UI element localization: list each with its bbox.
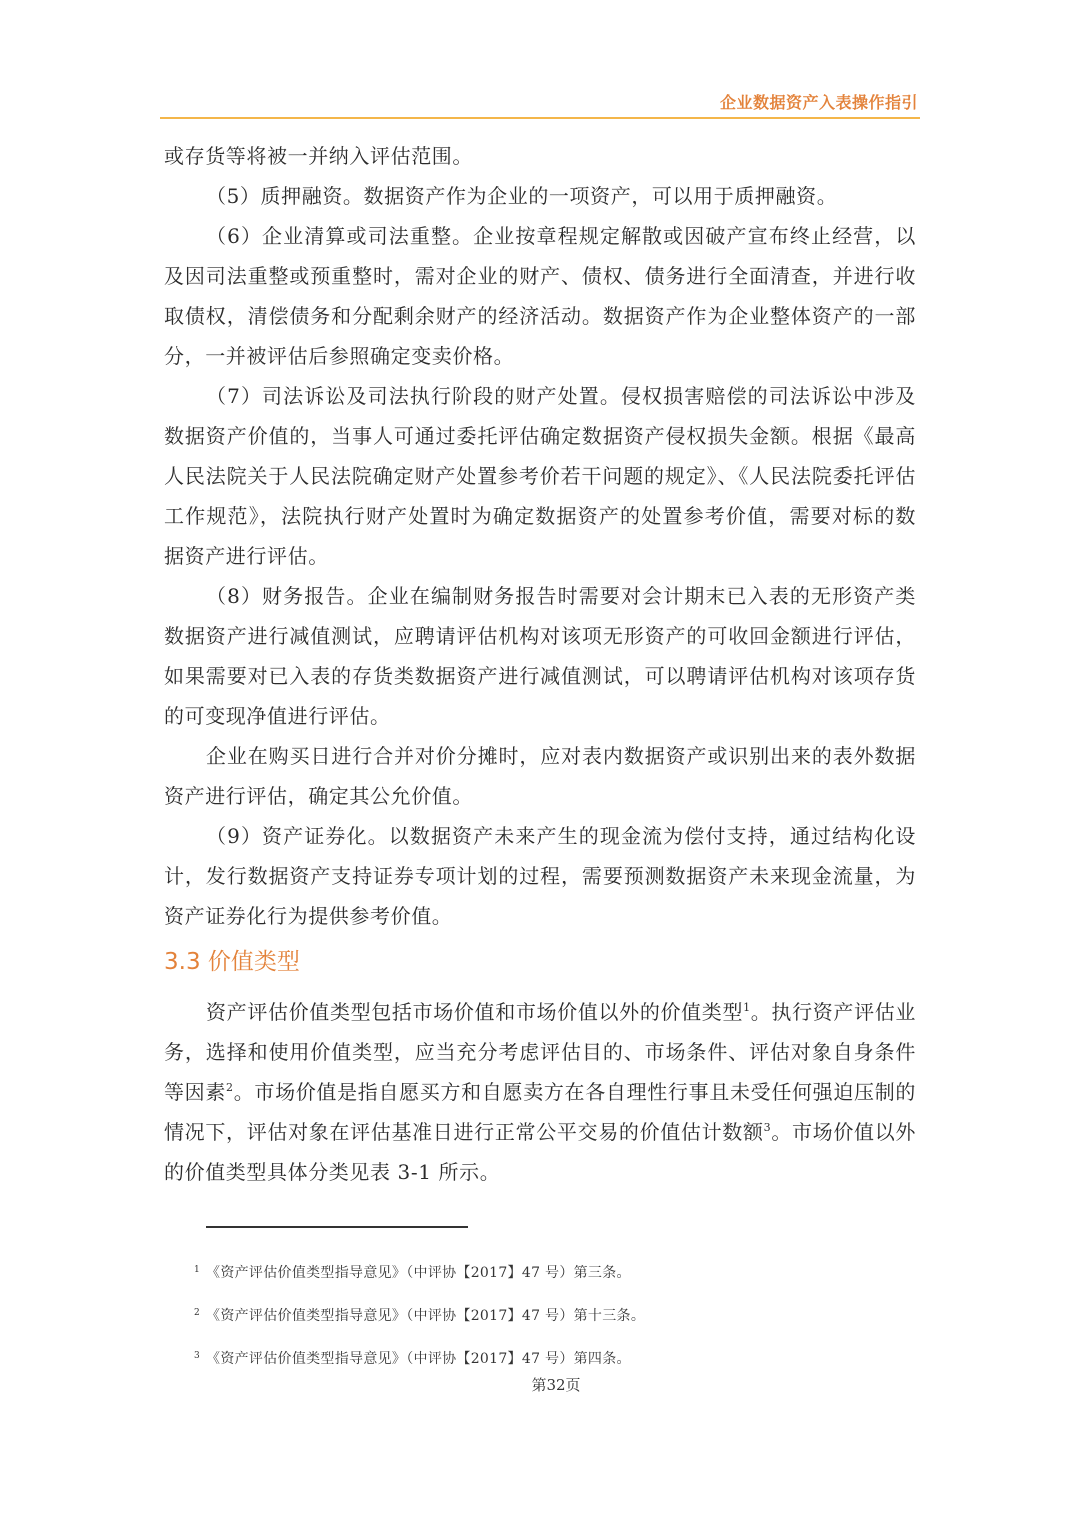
section-heading-value-types: 3.3 价值类型 xyxy=(164,949,300,975)
running-header-title: 企业数据资产入表操作指引 xyxy=(719,93,918,112)
paragraph-purchase-allocation: 企业在购买日进行合并对价分摊时，应对表内数据资产或识别出来的表外数据资产进行评估，确定其公允价值。 xyxy=(164,744,916,808)
page-body xyxy=(164,136,916,1192)
text-segment: 。市场价值以外的价值类型具体分类见表 3-1 所示。 xyxy=(164,1120,916,1184)
footnote-mark: 1 xyxy=(194,1265,201,1275)
footnote-1 xyxy=(194,1250,894,1293)
paragraph-item-8-financial-report: （8）财务报告。企业在编制财务报告时需要对会计期末已入表的无形资产类数据资产进行减值测试，应聘请评估机构对该项无形资产的可收回金额进行评估，如果需要对已入表的存货类数据资产进行减值测试，可以聘请评估机构对该项存货的可变现净值进行评估。 xyxy=(164,584,916,728)
footnote-ref-2[interactable]: 2 xyxy=(226,1081,234,1094)
footnote-divider xyxy=(206,1226,468,1228)
header-divider xyxy=(160,117,920,119)
footnotes xyxy=(194,1250,894,1379)
footnote-mark: 2 xyxy=(194,1308,201,1318)
text-segment: 资产评估价值类型包括市场价值和市场价值以外的价值类型 xyxy=(206,1000,744,1024)
footnote-mark: 3 xyxy=(194,1351,201,1361)
footnote-3 xyxy=(194,1336,894,1379)
footnote-text: 《资产评估价值类型指导意见》（中评协【2017】47 号）第三条。 xyxy=(206,1265,631,1281)
paragraph-continuation: 或存货等将被一并纳入评估范围。 xyxy=(164,144,473,168)
page-number: 第32页 xyxy=(531,1376,581,1394)
paragraph-item-5-pledge-financing: （5）质押融资。数据资产作为企业的一项资产，可以用于质押融资。 xyxy=(206,184,838,208)
paragraph-item-7-judicial: （7）司法诉讼及司法执行阶段的财产处置。侵权损害赔偿的司法诉讼中涉及数据资产价值的，当事人可通过委托评估确定数据资产侵权损失金额。根据《最高人民法院关于人民法院确定财产处置参考价若干问题的规定》、《人民法院委托评估工作规范》，法院执行财产处置时为确定数据资产的处置参考价值，需要对标的数据资产进行评估。 xyxy=(164,384,916,568)
text-segment: 。市场价值是指自愿买方和自愿卖方在各自理性行事且未受任何强迫压制的情况下，评估对象在评估基准日进行正常公平交易的价值估计数额 xyxy=(164,1080,916,1144)
footnote-2 xyxy=(194,1293,894,1336)
paragraph-value-types xyxy=(164,992,916,1192)
footnote-text: 《资产评估价值类型指导意见》（中评协【2017】47 号）第四条。 xyxy=(206,1351,631,1367)
footnote-text: 《资产评估价值类型指导意见》（中评协【2017】47 号）第十三条。 xyxy=(206,1308,646,1324)
paragraph-item-6-liquidation: （6）企业清算或司法重整。企业按章程规定解散或因破产宣布终止经营，以及因司法重整或预重整时，需对企业的财产、债权、债务进行全面清查，并进行收取债权，清偿债务和分配剩余财产的经济活动。数据资产作为企业整体资产的一部分，一并被评估后参照确定变卖价格。 xyxy=(164,224,916,368)
footnote-ref-1[interactable]: 1 xyxy=(743,1001,751,1014)
text-segment: 。执行资产评估业务，选择和使用价值类型，应当充分考虑评估目的、市场条件、评估对象自身条件等因素 xyxy=(164,1000,916,1104)
paragraph-item-9-securitization: （9）资产证券化。以数据资产未来产生的现金流为偿付支持，通过结构化设计，发行数据资产支持证券专项计划的过程，需要预测数据资产未来现金流量，为资产证券化行为提供参考价值。 xyxy=(164,824,916,928)
footnote-ref-3[interactable]: 3 xyxy=(763,1121,772,1134)
